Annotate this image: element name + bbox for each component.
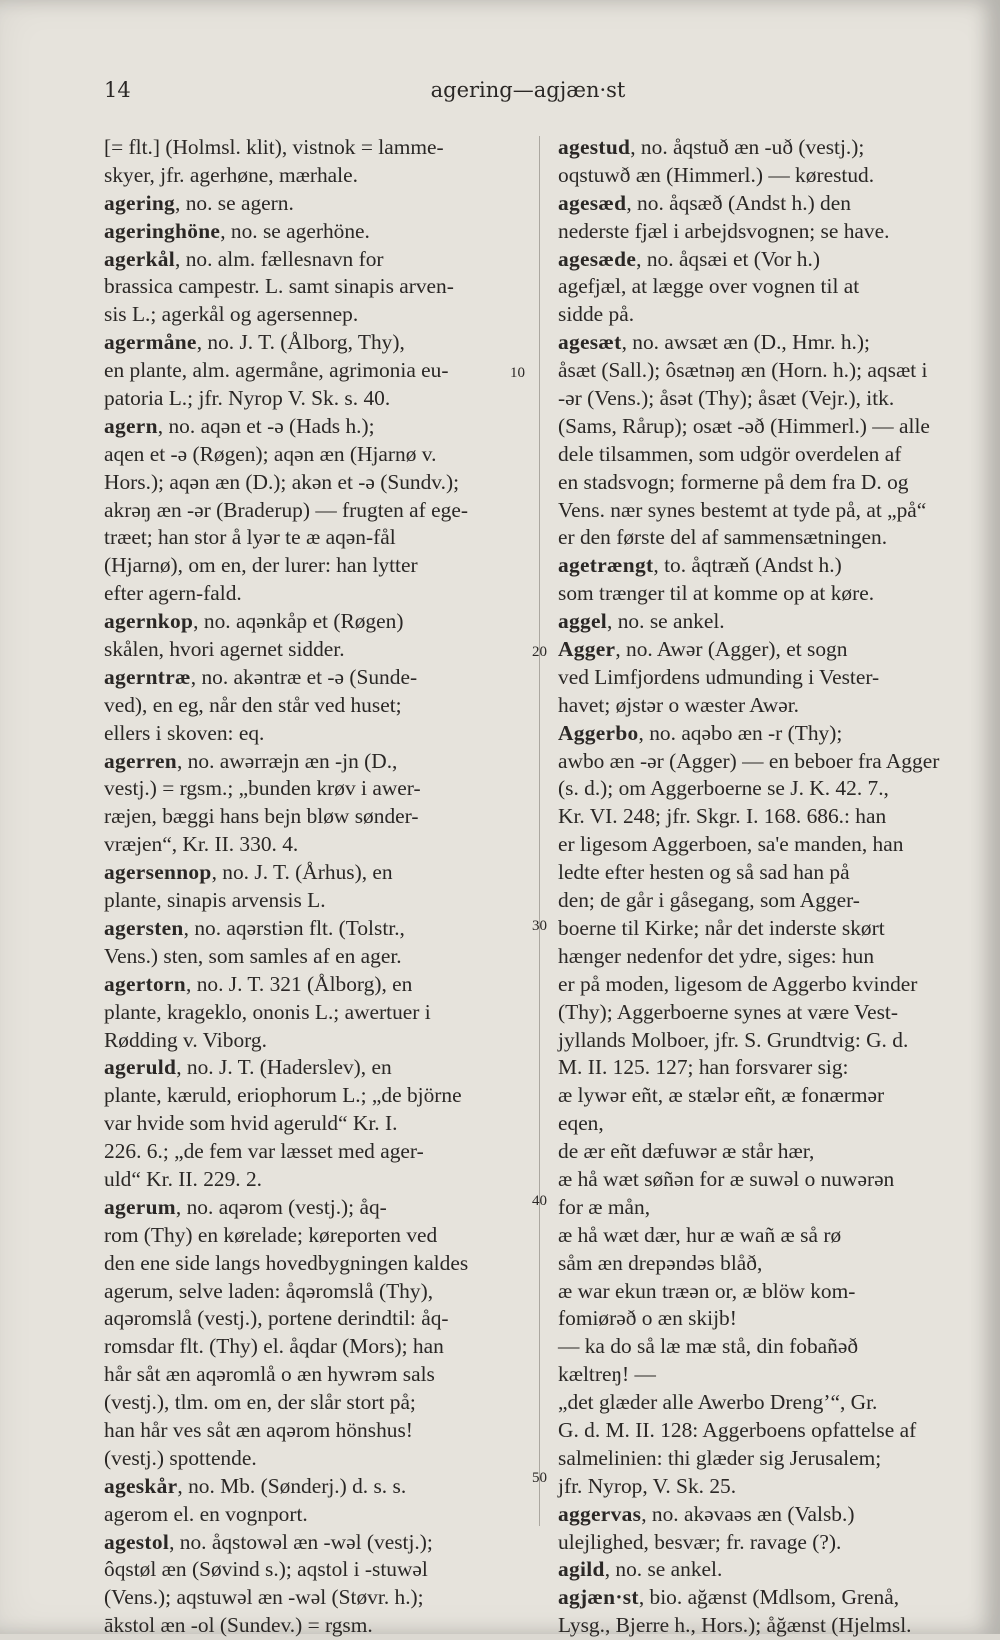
text-line: oqstuwð æn (Himmerl.) — kørestud. xyxy=(558,162,875,187)
headword: ageringhöne xyxy=(104,218,221,243)
text-line: jyllands Molboer, jfr. S. Grundtvig: G. d. xyxy=(558,1027,909,1052)
text-line: agesæt, no. awsæt æn (D., Hmr. h.); xyxy=(558,330,870,355)
text-line: — ka do så læ mæ stå, din fobañəð xyxy=(558,1334,859,1359)
headword: agerntræ xyxy=(104,664,191,689)
text-line: hår såt æn aqəromlå o æn hywrəm sals xyxy=(104,1362,435,1387)
text-line: æ hå wæt dær, hur æ wañ æ så rø xyxy=(558,1222,842,1247)
text-line: aggel, no. se ankel. xyxy=(558,609,725,634)
text-line: [= flt.] (Holmsl. klit), vistnok = lamme- xyxy=(104,135,444,159)
headword: agestud xyxy=(558,135,631,159)
text-line: Agger, no. Awər (Agger), et sogn xyxy=(558,637,848,662)
headword: agerkål xyxy=(104,246,176,271)
text-line: romsdar flt. (Thy) el. åqdar (Mors); han xyxy=(104,1334,444,1359)
headword: aggel xyxy=(558,609,608,634)
headword: Aggerbo xyxy=(558,720,639,745)
text-line: eqen, xyxy=(558,1111,604,1136)
text-line: agerntræ, no. akəntræ et -ə (Sunde- xyxy=(104,664,418,689)
text-line: aqəromslå (vestj.), portene derindtil: åq- xyxy=(104,1306,449,1331)
text-line: plante, krageklo, ononis L.; awertuer i xyxy=(104,999,431,1024)
text-line: „det glæder alle Awerbo Dreng’“, Gr. xyxy=(558,1390,878,1415)
text-line: er ligesom Aggerboen, sa'e manden, han xyxy=(558,832,904,857)
text-line: ôqstøl æn (Søvind s.); aqstol i -stuwəl xyxy=(104,1557,428,1582)
column-divider xyxy=(539,136,540,1526)
text-line: skyer, jfr. agerhøne, mærhale. xyxy=(104,162,358,187)
text-line: (vestj.), tlm. om en, der slår stort på; xyxy=(104,1390,416,1415)
headword: agersennop xyxy=(104,860,212,885)
text-line: G. d. M. II. 128: Aggerboens opfattelse af xyxy=(558,1417,917,1442)
headword: ageskår xyxy=(104,1473,178,1498)
text-line: efter agern-fald. xyxy=(104,581,242,606)
text-line: ræjen, bæggi hans bejn bløw sønder- xyxy=(104,804,419,829)
text-line: agerren, no. awərræjn æn -jn (D., xyxy=(104,748,398,773)
text-line: agestud, no. åqstuð æn -uð (vestj.); xyxy=(558,135,865,159)
text-line: kæltreŋ! — xyxy=(558,1362,656,1387)
text-line: en stadsvogn; formerne på dem fra D. og xyxy=(558,469,909,494)
text-line: patoria L.; jfr. Nyrop V. Sk. s. 40. xyxy=(104,386,391,411)
text-line: agerom el. en vognport. xyxy=(104,1501,308,1526)
text-line: den; de går i gåsegang, som Agger- xyxy=(558,888,860,913)
text-line: en plante, alm. agermåne, agrimonia eu- xyxy=(104,358,449,383)
text-line: ageskår, no. Mb. (Sønderj.) d. s. s. xyxy=(104,1473,407,1498)
headword: agertorn xyxy=(104,971,186,996)
text-line: dele tilsammen, som udgör overdelen af xyxy=(558,441,902,466)
text-line: agjæn·st, bio. ağænst (Mdlsom, Grenå, xyxy=(558,1585,900,1610)
text-line: ved Limfjordens udmunding i Vester- xyxy=(558,664,880,689)
text-line: sis L.; agerkål og agersennep. xyxy=(104,302,359,327)
left-column xyxy=(104,134,524,1640)
text-line: agertorn, no. J. T. 321 (Ålborg), en xyxy=(104,971,413,996)
text-line: for æ mån, xyxy=(558,1194,651,1219)
text-line: den ene side langs hovedbygningen kaldes xyxy=(104,1250,469,1275)
text-line: uld“ Kr. II. 229. 2. xyxy=(104,1166,263,1191)
text-line: sidde på. xyxy=(558,302,635,327)
text-line: Kr. VI. 248; jfr. Skgr. I. 168. 686.: han xyxy=(558,804,887,829)
running-head: agering—agjæn·st xyxy=(430,78,626,102)
text-line: vræjen“, Kr. II. 330. 4. xyxy=(104,832,299,857)
text-line: Vens.) sten, som samles af en ager. xyxy=(104,943,402,968)
text-line: Vens. nær synes bestemt at tyde på, at „på“ xyxy=(558,497,927,522)
text-line: ageruld, no. J. T. (Haderslev), en xyxy=(104,1055,392,1080)
text-line: åsæt (Sall.); ôsætnəŋ æn (Horn. h.); aqsæt i xyxy=(558,358,928,383)
text-line: ageringhöne, no. se agerhöne. xyxy=(104,218,370,243)
text-line: agetrængt, to. åqtræň (Andst h.) xyxy=(558,553,842,578)
headword: agersten xyxy=(104,915,184,940)
text-line: skålen, hvori agernet sidder. xyxy=(104,637,345,662)
margin-line-number: 10 xyxy=(510,365,525,381)
text-line: ākstol æn -ol (Sundev.) = rgsm. xyxy=(104,1613,373,1638)
text-line: akrəŋ æn -ər (Braderup) — frugten af ege- xyxy=(104,497,468,522)
text-line: agern, no. aqən et -ə (Hads h.); xyxy=(104,413,375,438)
margin-line-number: 50 xyxy=(532,1470,547,1486)
text-line: hænger nedenfor det ydre, siges: hun xyxy=(558,943,875,968)
headword: agesæd xyxy=(558,190,627,215)
headword: agestol xyxy=(104,1529,170,1554)
headword: Agger xyxy=(558,637,616,662)
text-line: vestj.) = rgsm.; „bunden krøv i awer- xyxy=(104,776,421,801)
text-line: var hvide som hvid ageruld“ Kr. I. xyxy=(104,1111,398,1136)
text-line: agesæde, no. åqsæi et (Vor h.) xyxy=(558,246,820,271)
text-line: jfr. Nyrop, V. Sk. 25. xyxy=(558,1473,737,1498)
text-line: såm æn drepəndəs blåð, xyxy=(558,1250,763,1275)
text-line: (Hjarnø), om en, der lurer: han lytter xyxy=(104,553,418,578)
text-line: agernkop, no. aqənkåp et (Røgen) xyxy=(104,609,404,634)
text-line: æ hå wæt søñən for æ suwəl o nuwərən xyxy=(558,1166,895,1191)
text-line: de ær eñt dæfuwər æ står hær, xyxy=(558,1139,815,1164)
text-line: (Thy); Aggerboerne synes at være Vest- xyxy=(558,999,898,1024)
text-line: Rødding v. Viborg. xyxy=(104,1027,267,1052)
text-line: fomiørəð o æn skijb! xyxy=(558,1306,737,1331)
text-line: Lysg., Bjerre h., Hors.); åğænst (Hjelmsl. xyxy=(558,1613,912,1638)
headword: agernkop xyxy=(104,609,194,634)
text-line: agermåne, no. J. T. (Ålborg, Thy), xyxy=(104,330,405,355)
text-line: brassica campestr. L. samt sinapis arven- xyxy=(104,274,454,299)
text-line: ved), en eg, når den står ved huset; xyxy=(104,692,402,717)
right-column xyxy=(558,134,976,1640)
page-header xyxy=(104,78,952,108)
margin-line-number: 20 xyxy=(532,644,547,660)
margin-line-number: 40 xyxy=(532,1193,547,1209)
text-line: aggervas, no. akəvaəs æn (Valsb.) xyxy=(558,1501,855,1526)
text-line: ulejlighed, besvær; fr. ravage (?). xyxy=(558,1529,842,1554)
text-line: han hår ves såt æn aqərom hönshus! xyxy=(104,1417,413,1442)
headword: ageruld xyxy=(104,1055,177,1080)
text-line: agerkål, no. alm. fællesnavn for xyxy=(104,246,384,271)
text-line: agerum, selve laden: åqəromslå (Thy), xyxy=(104,1278,434,1303)
text-line: aqen et -ə (Røgen); aqən æn (Hjarnø v. xyxy=(104,441,437,466)
page-number: 14 xyxy=(104,78,131,102)
headword: agermåne xyxy=(104,330,197,355)
text-line: plante, sinapis arvensis L. xyxy=(104,888,326,913)
text-line: (s. d.); om Aggerboerne se J. K. 42. 7., xyxy=(558,776,889,801)
headword: agild xyxy=(558,1557,605,1582)
headword: agjæn·st xyxy=(558,1585,639,1610)
headword: agern xyxy=(104,413,158,438)
text-line: agesæd, no. åqsæð (Andst h.) den xyxy=(558,190,851,215)
text-line: agersten, no. aqərstiən flt. (Tolstr., xyxy=(104,915,405,940)
text-line: Aggerbo, no. aqəbo æn -r (Thy); xyxy=(558,720,843,745)
headword: agerum xyxy=(104,1194,176,1219)
text-line: plante, kæruld, eriophorum L.; „de björne xyxy=(104,1083,462,1108)
text-line: havet; øjstər o wæster Awər. xyxy=(558,692,800,717)
headword: agetrængt xyxy=(558,553,654,578)
text-line: salmelinien: thi glæder sig Jerusalem; xyxy=(558,1445,882,1470)
text-line: Hors.); aqən æn (D.); akən et -ə (Sundv.); xyxy=(104,469,460,494)
text-line: er den første del af sammensætningen. xyxy=(558,525,888,550)
text-line: (Sams, Rårup); osæt -əð (Himmerl.) — alle xyxy=(558,413,930,438)
text-line: agild, no. se ankel. xyxy=(558,1557,723,1582)
text-line: ledte efter hesten og så sad han på xyxy=(558,860,850,885)
text-line: agersennop, no. J. T. (Århus), en xyxy=(104,860,393,885)
headword: agesæt xyxy=(558,330,622,355)
headword: agesæde xyxy=(558,246,637,271)
text-line: (vestj.) spottende. xyxy=(104,1445,257,1470)
text-line: awbo æn -ər (Agger) — en beboer fra Agger xyxy=(558,748,940,773)
text-line: ellers i skoven: eq. xyxy=(104,720,265,745)
text-line: -ər (Vens.); åsət (Thy); åsæt (Vejr.), itk. xyxy=(558,386,895,411)
margin-line-number: 30 xyxy=(532,918,547,934)
text-line: M. II. 125. 127; han forsvarer sig: xyxy=(558,1055,849,1080)
text-line: agerum, no. aqərom (vestj.); åq- xyxy=(104,1194,387,1219)
text-line: som trænger til at komme op at køre. xyxy=(558,581,875,606)
text-line: nederste fjæl i arbejdsvognen; se have. xyxy=(558,218,890,243)
text-line: 226. 6.; „de fem var læsset med ager- xyxy=(104,1139,424,1164)
text-line: agefjæl, at lægge over vognen til at xyxy=(558,274,860,299)
text-line: rom (Thy) en kørelade; køreporten ved xyxy=(104,1222,438,1247)
text-line: æ war ekun træən or, æ blöw kom- xyxy=(558,1278,856,1303)
text-line: agestol, no. åqstowəl æn -wəl (vestj.); xyxy=(104,1529,433,1554)
text-line: er på moden, ligesom de Aggerbo kvinder xyxy=(558,971,918,996)
headword: agering xyxy=(104,190,176,215)
text-line: æ lywər eñt, æ stælər eñt, æ fonærmər xyxy=(558,1083,885,1108)
text-line: træet; han stor å lyər te æ aqən-fål xyxy=(104,525,396,550)
text-line: (Vens.); aqstuwəl æn -wəl (Støvr. h.); xyxy=(104,1585,424,1610)
text-line: boerne til Kirke; når det inderste skørt xyxy=(558,915,885,940)
headword: agerren xyxy=(104,748,177,773)
text-line: agering, no. se agern. xyxy=(104,190,294,215)
headword: aggervas xyxy=(558,1501,642,1526)
